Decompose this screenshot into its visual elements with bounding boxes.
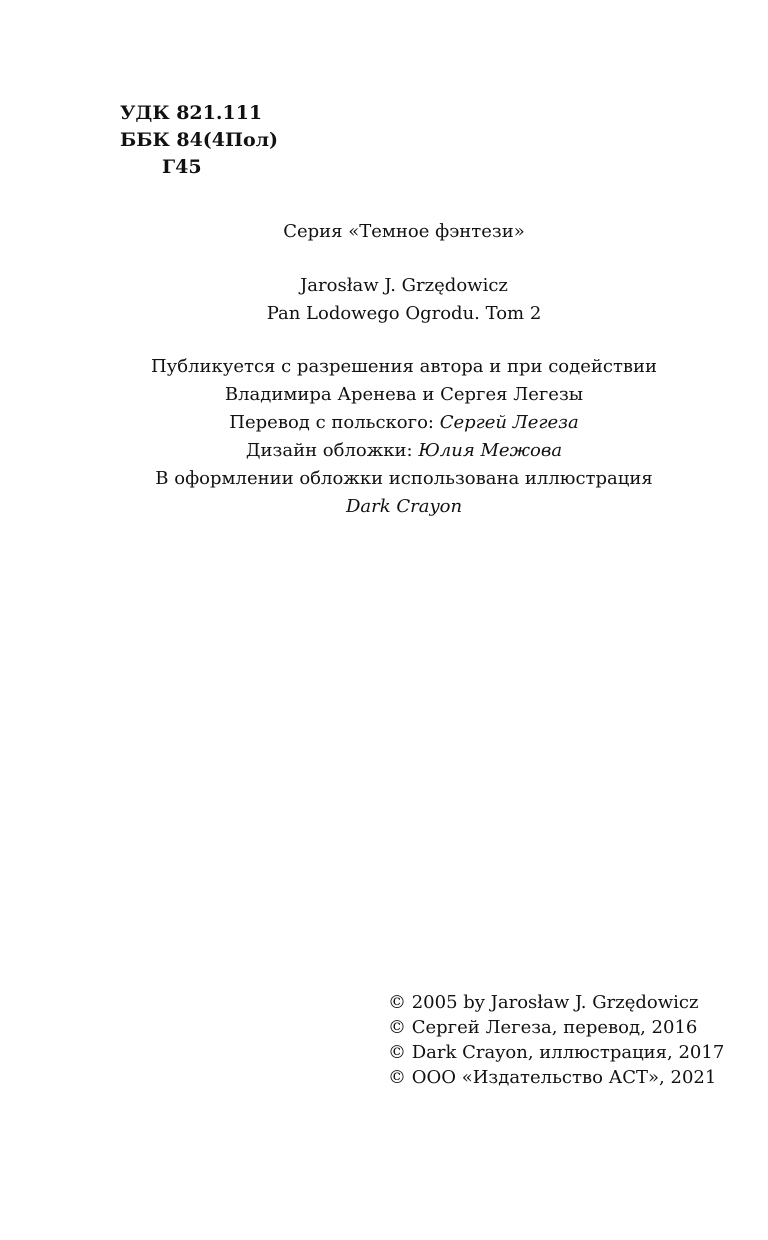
permission-line-1: Публикуется с разрешения автора и при содействии [150,356,658,377]
credits-block [0,353,768,521]
translation-credit [0,409,768,437]
translator-name: Сергей Легеза [439,412,579,433]
design-credit [0,437,768,465]
classification-codes [120,100,278,181]
copyright-line: © Dark Crayon, иллюстрация, 2017 [388,1042,725,1063]
bbk-code: ББК 84(4Пол) [120,129,279,151]
translation-label: Перевод с польского: [229,412,440,433]
original-title: Pan Lodowego Ogrodu. Tom 2 [266,303,542,324]
design-label: Дизайн обложки: [245,440,419,461]
copyright-line: © 2005 by Jarosław J. Grzędowicz [388,992,699,1013]
illustrator-name: Dark Crayon [345,496,463,517]
designer-name: Юлия Межова [418,440,563,461]
original-edition-block [0,272,768,328]
udk-code: УДК 821.111 [120,102,263,124]
permission-line-2: Владимира Аренева и Сергея Легезы [224,384,584,405]
original-author: Jarosław J. Grzędowicz [300,275,508,296]
copyright-line: © Сергей Легеза, перевод, 2016 [388,1017,698,1038]
author-mark: Г45 [162,156,202,178]
series-block [0,218,768,246]
series-title: Серия «Темное фэнтези» [283,221,525,242]
copyright-notices [388,990,724,1090]
copyright-line: © ООО «Издательство АСТ», 2021 [388,1067,717,1088]
illustration-label: В оформлении обложки использована иллюстрация [155,468,653,489]
